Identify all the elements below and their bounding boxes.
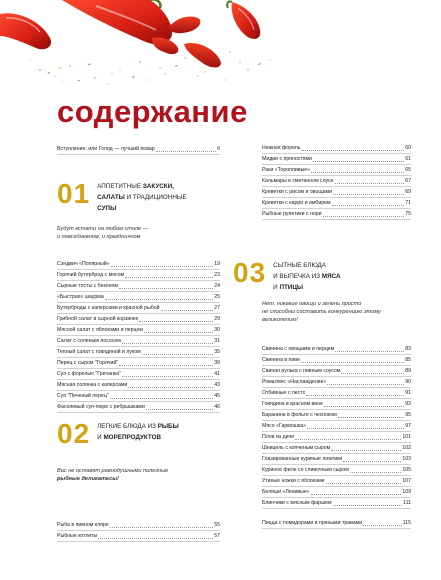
toc-entry-title: Рыбные котлеты	[57, 533, 98, 539]
toc-entry[interactable]	[57, 520, 220, 531]
toc-entry-page: 83	[405, 346, 411, 352]
toc-entry[interactable]	[57, 325, 220, 336]
toc-entry[interactable]	[262, 209, 411, 220]
toc-entry-title: «Быстрая» шаурма	[57, 294, 104, 300]
toc-entry[interactable]	[57, 259, 220, 270]
section-01-tagline: Будут кстати на любом столе — и повседневном, и праздничном	[57, 226, 149, 240]
toc-entry-title: Шницель с копченым сыром	[262, 445, 331, 451]
toc-entry-page: 46	[214, 404, 220, 410]
toc-entry-page: 101	[402, 434, 411, 440]
toc-entry-title: Говядина в красном вине	[262, 401, 323, 407]
section-02-tagline: Вас не оставят равнодушными полезные рыбные деликатесы!	[57, 468, 169, 482]
section-number: 01	[57, 178, 91, 209]
toc-entry[interactable]	[57, 358, 220, 369]
toc-entry-page: 23	[214, 272, 220, 278]
toc-entry-page: 24	[214, 283, 220, 289]
toc-entry-page: 29	[214, 316, 220, 322]
section-title: СЫТНЫЕ БЛЮДА И ВЫПЕЧКА ИЗ МЯСА И ПТИЦЫ	[273, 262, 341, 291]
toc-entry[interactable]	[57, 531, 220, 542]
toc-entry[interactable]	[262, 432, 411, 443]
toc-entry-title: Мясной салат с яблоками и перцем	[57, 327, 143, 333]
toc-entry-title: Суп "Печеный перец"	[57, 393, 109, 399]
toc-entry-page: 67	[405, 178, 411, 184]
toc-entry-title: Суп с форелью "Гречанка"	[57, 371, 121, 377]
toc-entry[interactable]	[57, 369, 220, 380]
toc-entry[interactable]	[57, 380, 220, 391]
section-02-list	[57, 520, 220, 542]
toc-entry-title: Плов из дичи	[262, 434, 295, 440]
toc-entry-page: 30	[214, 327, 220, 333]
toc-entry-title: Рыба в пивном кляре	[57, 522, 109, 528]
toc-entry-title: Теплый салат с говядиной и луком	[57, 349, 141, 355]
toc-entry-title: Фасолевый суп-пюре с ребрышками	[57, 404, 145, 410]
toc-entry-page: 91	[405, 390, 411, 396]
toc-entry[interactable]	[262, 454, 411, 465]
toc-entry-page: 57	[214, 533, 220, 539]
toc-entry-title: Креветки с карри и имбирем	[262, 200, 331, 206]
toc-entry[interactable]	[57, 391, 220, 402]
toc-entry[interactable]	[262, 187, 411, 198]
toc-entry[interactable]	[262, 399, 411, 410]
toc-entry-title: Мясная солянка с каперсами	[57, 382, 128, 388]
toc-entry[interactable]	[262, 498, 411, 509]
toc-entry-title: Пицца с помидорами и пряными травами	[262, 520, 363, 526]
toc-entry-title: Глазированные куриные ломтики	[262, 456, 343, 462]
section-01-heading	[57, 180, 187, 214]
toc-entry-title: Мясо «Гармошка»	[262, 423, 307, 429]
toc-entry-page: 71	[405, 200, 411, 206]
toc-entry-page: 111	[403, 500, 411, 506]
toc-entry[interactable]	[262, 143, 411, 154]
toc-entry-page: 35	[214, 349, 220, 355]
toc-entry-title: Креветки с рисом и овощами	[262, 189, 332, 195]
toc-entry-page: 69	[405, 189, 411, 195]
toc-intro-entry[interactable]	[57, 144, 220, 155]
toc-entry[interactable]	[262, 476, 411, 487]
toc-entry[interactable]	[262, 165, 411, 176]
toc-entry[interactable]	[262, 487, 411, 498]
section-03-tagline: Нет, никакие овощи и зелень просто не способны составить конкуренцию этому великолепию!	[262, 301, 381, 323]
section-02-continued-list	[262, 143, 411, 220]
toc-entry-page: 105	[402, 467, 411, 473]
toc-entry-page: 89	[405, 368, 411, 374]
section-03-list	[262, 344, 411, 529]
toc-entry-page: 107	[402, 478, 411, 484]
toc-entry-title: Сырные тосты с беконом	[57, 283, 118, 289]
toc-entry[interactable]	[57, 281, 220, 292]
toc-entry-title: Кальмары в сметанном соусе	[262, 178, 334, 184]
toc-entry[interactable]	[57, 292, 220, 303]
toc-entry[interactable]	[57, 336, 220, 347]
toc-entry[interactable]	[57, 402, 220, 413]
toc-entry-page: 109	[402, 489, 411, 495]
toc-entry[interactable]	[262, 509, 411, 529]
toc-entry[interactable]	[262, 410, 411, 421]
toc-entry[interactable]	[262, 465, 411, 476]
toc-entry-title: Свиная рулька с пивным соусом	[262, 368, 341, 374]
toc-entry[interactable]	[262, 366, 411, 377]
toc-entry-page: 60	[405, 145, 411, 151]
toc-entry-title: Раки «Торопливые»	[262, 167, 311, 173]
toc-entry[interactable]	[262, 154, 411, 165]
toc-entry-title: Вступление, или Голод — лучший повар	[57, 146, 155, 152]
toc-entry-title: Мидии с пряностями	[262, 156, 312, 162]
toc-entry-title: Ромштекс «Наслаждение»	[262, 379, 327, 385]
toc-entry-page: 6	[217, 146, 220, 152]
toc-entry-title: Сэндвич «Полярный»	[57, 261, 110, 267]
toc-entry-title: Салат с соленым лососем	[57, 338, 121, 344]
toc-entry-page: 115	[402, 520, 411, 526]
toc-entry-page: 61	[405, 156, 411, 162]
chili-peppers-image	[0, 0, 441, 95]
toc-entry[interactable]	[262, 443, 411, 454]
toc-entry[interactable]	[262, 344, 411, 355]
toc-entry-page: 27	[214, 305, 220, 311]
toc-entry-page: 65	[405, 167, 411, 173]
toc-entry[interactable]	[262, 388, 411, 399]
toc-entry-page: 95	[405, 412, 411, 418]
toc-entry[interactable]	[57, 270, 220, 281]
section-03-heading	[233, 259, 341, 293]
toc-entry[interactable]	[57, 314, 220, 325]
toc-entry-page: 25	[214, 294, 220, 300]
toc-entry[interactable]	[57, 303, 220, 314]
section-title: АППЕТИТНЫЕ ЗАКУСКИ, САЛАТЫ И ТРАДИЦИОННЫЕ СУПЫ	[97, 183, 187, 212]
toc-entry[interactable]	[262, 176, 411, 187]
toc-entry-page: 45	[214, 393, 220, 399]
toc-entry-page: 97	[405, 423, 411, 429]
section-title: ЛЕГКИЕ БЛЮДА ИЗ РЫБЫ И МОРЕПРОДУКТОВ	[97, 423, 179, 441]
section-number: 02	[57, 418, 91, 449]
toc-entry-page: 43	[214, 382, 220, 388]
toc-entry-title: Отбивные с песто	[262, 390, 306, 396]
page-title: содержание	[57, 94, 248, 129]
toc-entry-title: Беляши «Ленивые»	[262, 489, 310, 495]
toc-entry[interactable]	[262, 421, 411, 432]
toc-entry[interactable]	[262, 377, 411, 388]
toc-entry-page: 93	[405, 401, 411, 407]
toc-entry-title: Свинина в пиве	[262, 357, 300, 363]
toc-entry-page: 85	[405, 357, 411, 363]
toc-entry-title: Баранина в фольге с чесноком	[262, 412, 337, 418]
toc-entry-page: 75	[405, 211, 411, 217]
toc-entry-title: Перец с сыром "Горячий"	[57, 360, 119, 366]
toc-entry[interactable]	[57, 347, 220, 358]
toc-entry-page: 31	[214, 338, 220, 344]
toc-entry[interactable]	[262, 355, 411, 366]
toc-entry-page: 90	[405, 379, 411, 385]
toc-entry-page: 41	[214, 371, 220, 377]
section-01-list	[57, 259, 220, 413]
toc-entry-title: Рыбные рулетики с нори	[262, 211, 322, 217]
toc-entry-page: 55	[214, 522, 220, 528]
toc-entry-title: Блинчики с мясным фаршем	[262, 500, 332, 506]
toc-entry-page: 19	[214, 261, 220, 267]
toc-entry-title: Утиные ножки с яблоками	[262, 478, 325, 484]
toc-entry-page: 102	[402, 445, 411, 451]
toc-entry-title: Нежная форель	[262, 145, 301, 151]
toc-entry-title: Бутерброды с каперсами и красной рыбой	[57, 305, 160, 311]
section-02-heading	[57, 420, 179, 448]
toc-entry-page: 39	[214, 360, 220, 366]
toc-entry-title: Грибной салат в сырной корзинке	[57, 316, 139, 322]
toc-entry-title: Куриное филе со сливочным сыром	[262, 467, 349, 473]
toc-entry-page: 103	[402, 456, 411, 462]
toc-entry-title: Свинина с овощами и перцем	[262, 346, 335, 352]
section-number: 03	[233, 257, 267, 288]
toc-entry-title: Горячий бутерброд с мясом	[57, 272, 125, 278]
toc-entry[interactable]	[262, 198, 411, 209]
